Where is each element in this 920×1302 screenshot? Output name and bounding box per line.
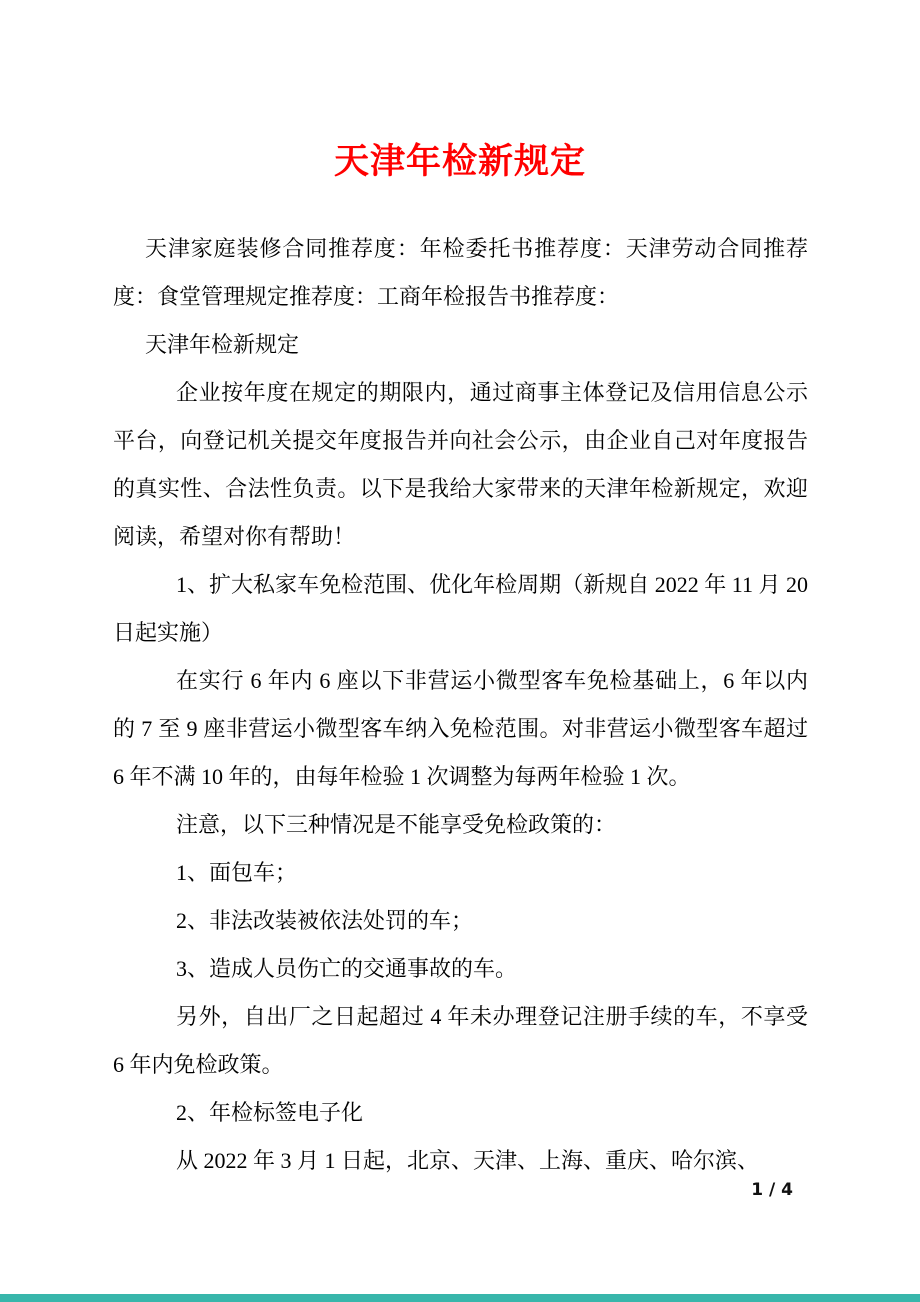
paragraph: 天津家庭装修合同推荐度：年检委托书推荐度：天津劳动合同推荐度：食堂管理规定推荐度：工商年检报告书推荐度： [113, 236, 808, 309]
paragraph: 2、非法改装被依法处罚的车； [176, 908, 474, 933]
paragraph: 注意，以下三种情况是不能享受免检政策的： [176, 812, 617, 837]
document-title: 天津年检新规定 [333, 142, 586, 181]
paragraph: 企业按年度在规定的期限内，通过商事主体登记及信用信息公示平台，向登记机关提交年度报告并向社会公示，由企业自己对年度报告的真实性、合法性负责。以下是我给大家带来的天津年检新规定，欢迎阅读，希望对你有帮助！ [113, 380, 808, 549]
paragraph: 天津年检新规定 [145, 332, 300, 357]
paragraph: 1、扩大私家车免检范围、优化年检周期（新规自 2022 年 11 月 20 日起实施） [113, 572, 808, 645]
paragraph: 另外，自出厂之日起超过 4 年未办理登记注册手续的车，不享受 6 年内免检政策。 [113, 1004, 808, 1077]
page-number: 1 / 4 [751, 1180, 793, 1200]
paragraph: 3、造成人员伤亡的交通事故的车。 [176, 956, 518, 981]
paragraph: 从 2022 年 3 月 1 日起，北京、天津、上海、重庆、哈尔滨、 [176, 1148, 760, 1173]
paragraph: 2、年检标签电子化 [176, 1100, 364, 1125]
paragraph: 在实行 6 年内 6 座以下非营运小微型客车免检基础上，6 年以内的 7 至 9 座非营运小微型客车纳入免检范围。对非营运小微型客车超过 6 年不满 10 年的，由每年检验 1 次调整为每两年检验 1 次。 [113, 668, 808, 789]
bottom-accent-bar [0, 1294, 920, 1302]
paragraph: 1、面包车； [176, 860, 298, 885]
document-body [113, 225, 808, 1185]
